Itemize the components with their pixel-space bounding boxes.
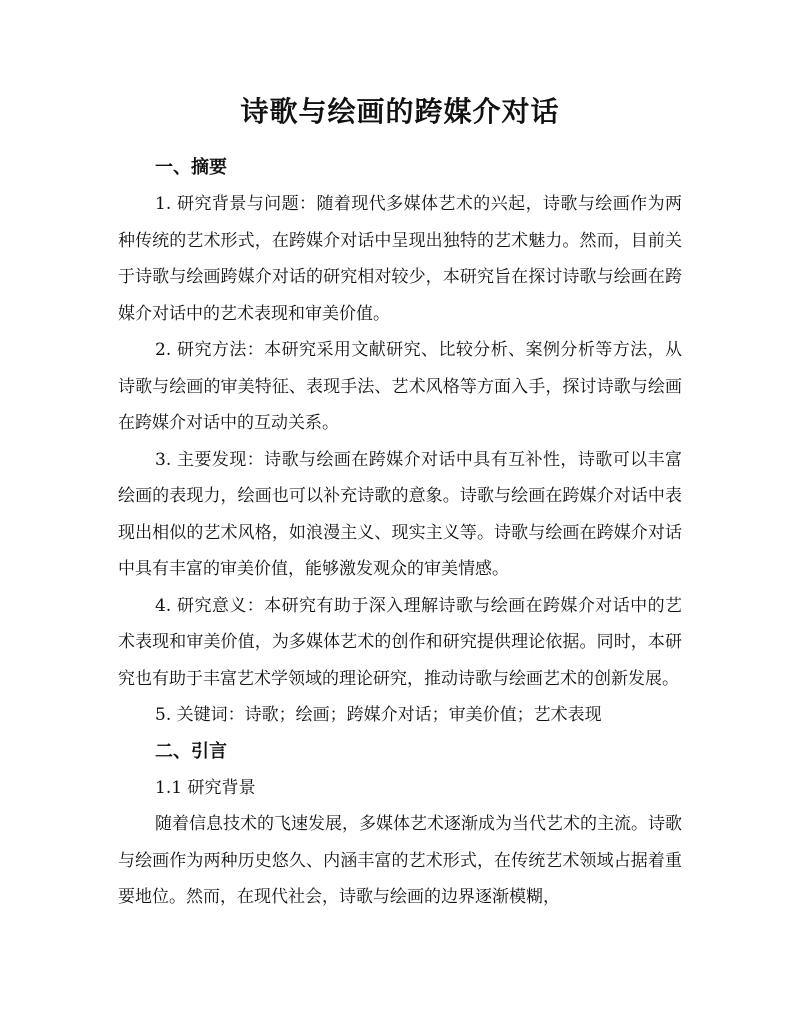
document-title: 诗歌与绘画的跨媒介对话 <box>240 95 560 128</box>
research-background-subheading: 1.1 研究背景 <box>155 777 256 798</box>
abstract-item-methods: 2. 研究方法：本研究采用文献研究、比较分析、案例分析等方法，从诗歌与绘画的审美特征、表现手法、艺术风格等方面入手，探讨诗歌与绘画在跨媒介对话中的互动关系。 <box>118 340 682 433</box>
research-background-paragraph: 随着信息技术的飞速发展，多媒体艺术逐渐成为当代艺术的主流。诗歌与绘画作为两种历史悠久、内涵丰富的艺术形式，在传统艺术领域占据着重要地位。然而，在现代社会，诗歌与绘画的边界逐渐模糊， <box>118 814 682 907</box>
introduction-section <box>118 734 682 916</box>
abstract-item-findings: 3. 主要发现：诗歌与绘画在跨媒介对话中具有互补性，诗歌可以丰富绘画的表现力，绘画也可以补充诗歌的意象。诗歌与绘画在跨媒介对话中表现出相似的艺术风格，如浪漫主义、现实主义等。诗歌与绘画在跨媒介对话中具有丰富的审美价值，能够激发观众的审美情感。 <box>118 449 682 579</box>
abstract-item-keywords: 5. 关键词：诗歌；绘画；跨媒介对话；审美价值；艺术表现 <box>155 705 602 725</box>
abstract-item-background: 1. 研究背景与问题：随着现代多媒体艺术的兴起，诗歌与绘画作为两种传统的艺术形式，在跨媒介对话中呈现出独特的艺术魅力。然而，目前关于诗歌与绘画跨媒介对话的研究相对较少，本研究旨在探讨诗歌与绘画在跨媒介对话中的艺术表现和审美价值。 <box>118 194 682 324</box>
abstract-section <box>118 150 682 734</box>
abstract-item-significance: 4. 研究意义：本研究有助于深入理解诗歌与绘画在跨媒介对话中的艺术表现和审美价值，为多媒体艺术的创作和研究提供理论依据。同时，本研究也有助于丰富艺术学领域的理论研究，推动诗歌与绘画艺术的创新发展。 <box>118 595 682 689</box>
abstract-heading: 一、摘要 <box>155 157 227 178</box>
introduction-heading: 二、引言 <box>155 740 227 762</box>
